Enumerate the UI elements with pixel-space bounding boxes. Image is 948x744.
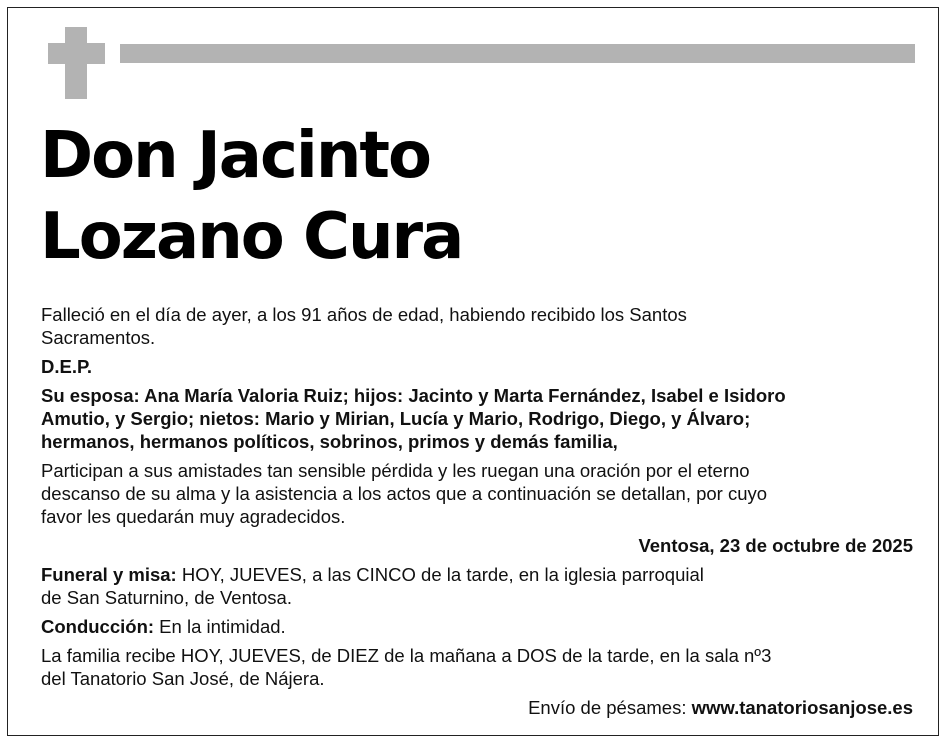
deceased-name — [40, 116, 462, 278]
conduction-text: En la intimidad. — [154, 616, 286, 637]
dep-text: D.E.P. — [41, 356, 93, 377]
condolences-url: www.tanatoriosanjose.es — [691, 697, 913, 718]
family-line-3: hermanos, hermanos políticos, sobrinos, primos y demás familia, — [41, 431, 618, 452]
funeral-text: HOY, JUEVES, a las CINCO de la tarde, en la iglesia parroquial — [176, 564, 704, 585]
condolences-line — [41, 696, 913, 719]
name-line-2: Lozano Cura — [40, 200, 463, 274]
death-text-line-2: Sacramentos. — [41, 327, 156, 348]
funeral-label: Funeral y misa: — [41, 564, 177, 585]
reception-line-1: La familia recibe HOY, JUEVES, de DIEZ de la mañana a DOS de la tarde, en la sala nº3 — [41, 645, 772, 666]
conduction-label: Conducción: — [41, 616, 155, 637]
funeral-line-2: de San Saturnino, de Ventosa. — [41, 587, 292, 608]
funeral-line-1 — [41, 563, 913, 586]
participation-line-1: Participan a sus amistades tan sensible pérdida y les ruegan una oración por el eterno — [41, 460, 750, 481]
obituary-body — [41, 303, 913, 719]
place-date: Ventosa, 23 de octubre de 2025 — [638, 535, 913, 556]
family-line-1: Su esposa: Ana María Valoria Ruiz; hijos: Jacinto y Marta Fernández, Isabel e Isidoro — [41, 385, 786, 406]
header-rule — [120, 44, 915, 63]
family-line-2: Amutio, y Sergio; nietos: Mario y Mirian, Lucía y Mario, Rodrigo, Diego, y Álvaro; — [41, 408, 751, 429]
participation-line-3: favor les quedarán muy agradecidos. — [41, 506, 346, 527]
conduction-line — [41, 615, 913, 638]
reception-line-2: del Tanatorio San José, de Nájera. — [41, 668, 325, 689]
cross-icon-bar — [48, 43, 105, 64]
condolences-label: Envío de pésames: — [528, 697, 692, 718]
name-line-1: Don Jacinto — [40, 119, 430, 193]
participation-line-2: descanso de su alma y la asistencia a los actos que a continuación se detallan, por cuyo — [41, 483, 768, 504]
death-text-line-1: Falleció en el día de ayer, a los 91 años de edad, habiendo recibido los Santos — [41, 304, 687, 325]
